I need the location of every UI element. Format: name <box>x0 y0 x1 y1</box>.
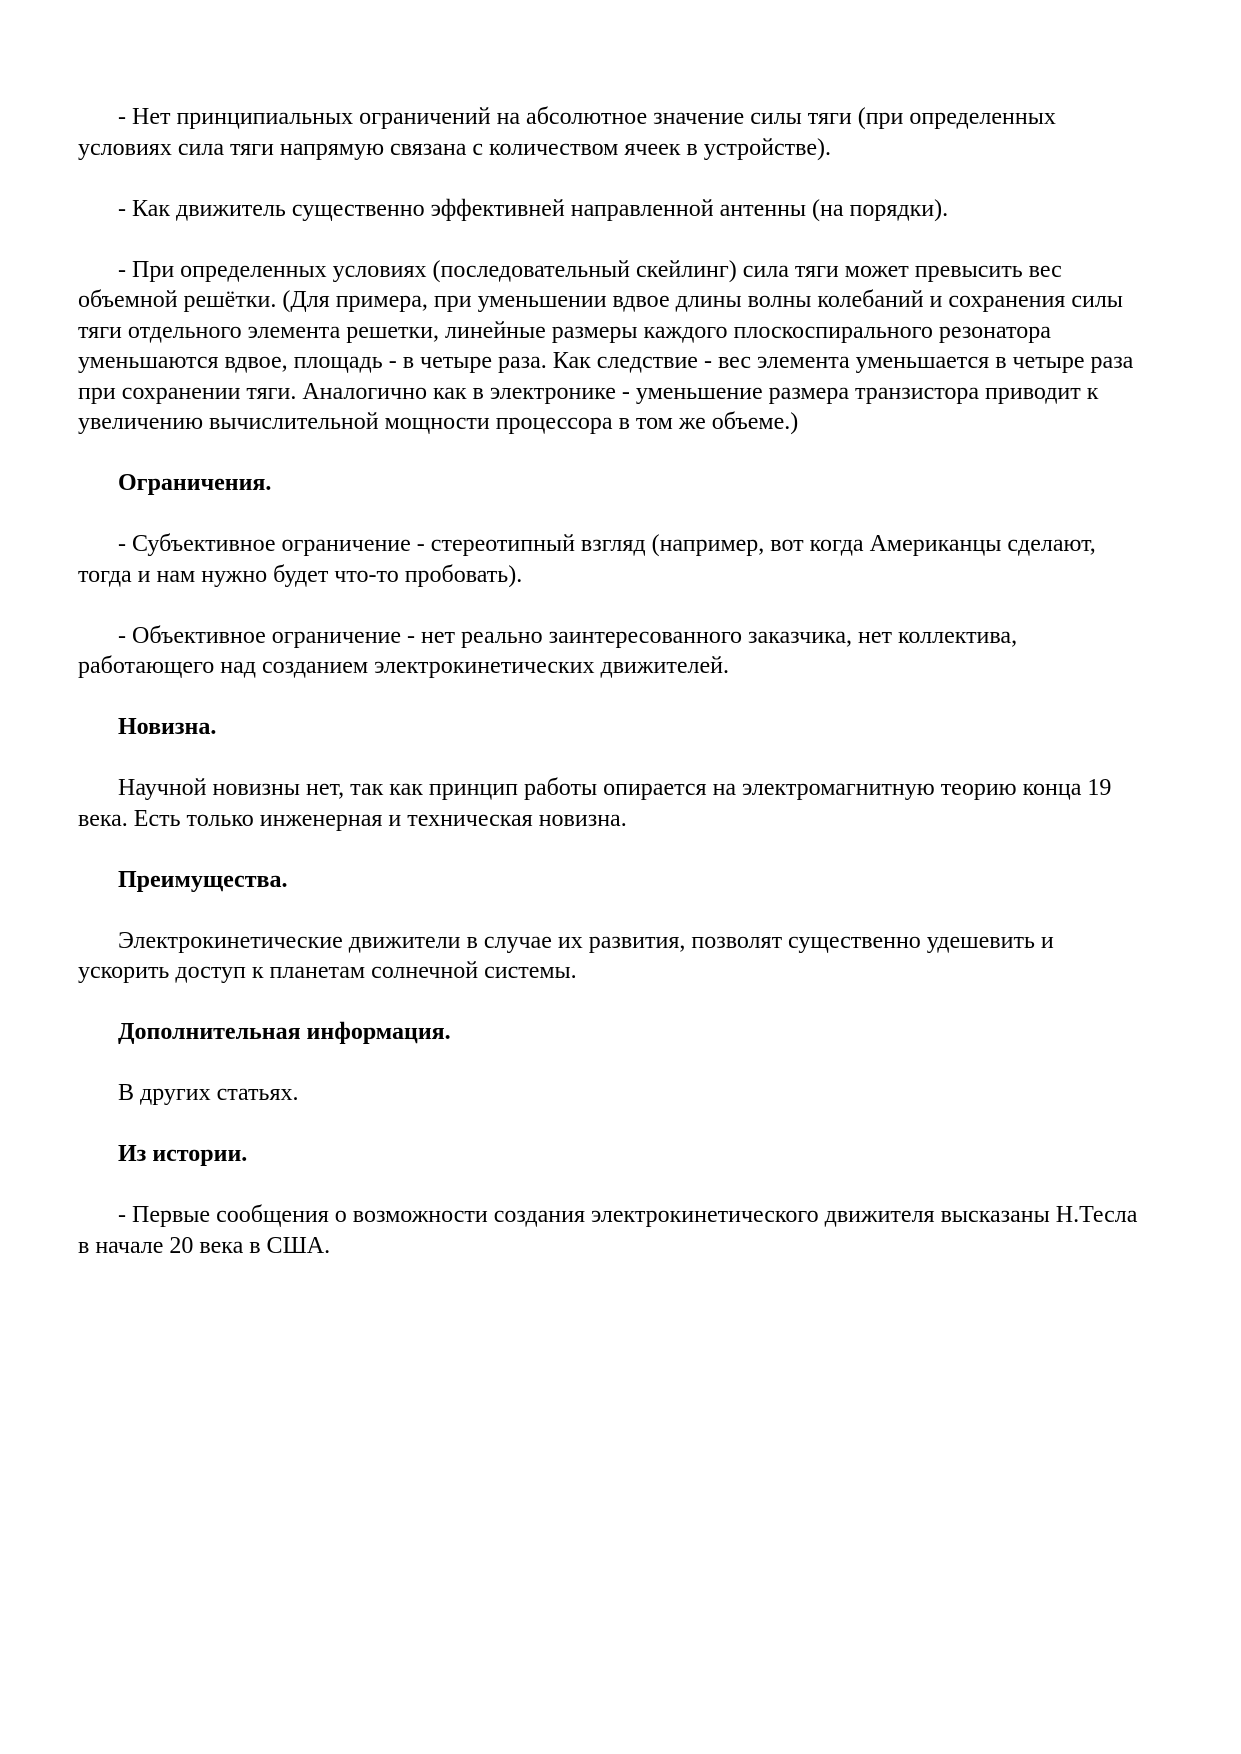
document-content <box>78 102 1141 1261</box>
paragraph: - Первые сообщения о возможности создания электрокинетического движителя высказаны Н.Тесла в начале 20 века в США. <box>78 1202 1138 1259</box>
paragraph: Научной новизны нет, так как принцип работы опирается на электромагнитную теорию конца 19 века. Есть только инженерная и техническая новизна. <box>78 775 1112 832</box>
paragraph: - Объективное ограничение - нет реально заинтересованного заказчика, нет коллектива, работающего над созданием электрокинетических движителей. <box>78 622 1018 679</box>
paragraph: - Как движитель существенно эффективней направленной антенны (на порядки). <box>118 195 949 222</box>
paragraph: Электрокинетические движители в случае их развития, позволят существенно удешевить и ускорить доступ к планетам солнечной системы. <box>78 927 1054 984</box>
section-heading: Дополнительная информация. <box>118 1019 451 1045</box>
paragraph: - Нет принципиальных ограничений на абсолютное значение силы тяги (при определенных условиях сила тяги напрямую связана с количеством ячеек в устройстве). <box>78 104 1056 161</box>
section-heading: Новизна. <box>118 714 217 740</box>
paragraph: - Субъективное ограничение - стереотипный взгляд (например, вот когда Американцы сделают, тогда и нам нужно будет что-то пробовать). <box>78 531 1096 588</box>
section-heading: Из истории. <box>118 1141 248 1167</box>
section-heading: Преимущества. <box>118 866 288 893</box>
paragraph: - При определенных условиях (последовательный скейлинг) сила тяги может превысить вес объемной решётки. (Для примера, при уменьшении вдвое длины волны колебаний и сохранения силы тяги отдельного элемента решетки, линейные размеры каждого плоскоспирального резонатора уменьшаются вдвое, площадь - в четыре раза. Как следствие - вес элемента уменьшается в четыре раза при сохранении тяги. Аналогично как в электронике - уменьшение размера транзистора приводит к увеличению вычислительной мощности процессора в том же объеме.) <box>78 256 1134 435</box>
paragraph: В других статьях. <box>118 1080 299 1106</box>
section-heading: Ограничения. <box>118 470 272 496</box>
